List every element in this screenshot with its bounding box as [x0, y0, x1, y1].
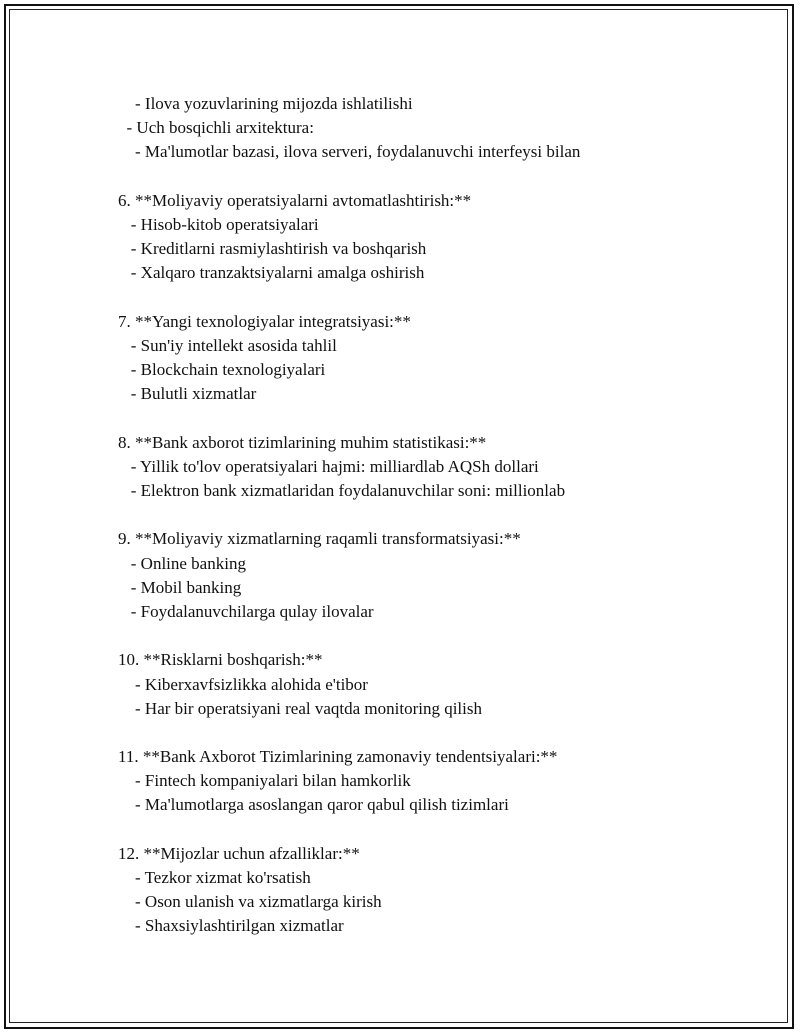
paragraph-gap — [118, 624, 758, 648]
list-item: - Kreditlarni rasmiylashtirish va boshqarish — [118, 239, 427, 259]
list-item: - Bulutli xizmatlar — [118, 384, 257, 404]
section-heading-6: 6. **Moliyaviy operatsiyalarni avtomatlashtirish:** — [118, 190, 472, 210]
list-item: - Ma'lumotlarga asoslangan qaror qabul qilish tizimlari — [118, 795, 509, 815]
intro-line: - Uch bosqichli arxitektura: — [118, 118, 314, 138]
paragraph-gap — [118, 721, 758, 745]
list-item: - Kiberxavfsizlikka alohida e'tibor — [118, 674, 368, 694]
list-item: - Har bir operatsiyani real vaqtda monitoring qilish — [118, 698, 482, 718]
paragraph-gap — [118, 818, 758, 842]
section-heading-12: 12. **Mijozlar uchun afzalliklar:** — [118, 843, 360, 863]
list-item: - Fintech kompaniyalari bilan hamkorlik — [118, 771, 411, 791]
intro-line: - Ma'lumotlar bazasi, ilova serveri, foydalanuvchi interfeysi bilan — [118, 142, 581, 162]
section-heading-11: 11. **Bank Axborot Tizimlarining zamonaviy tendentsiyalari:** — [118, 747, 558, 767]
list-item: - Mobil banking — [118, 577, 242, 597]
list-item: - Shaxsiylashtirilgan xizmatlar — [118, 916, 344, 936]
document-body — [118, 92, 758, 939]
list-item: - Xalqaro tranzaktsiyalarni amalga oshirish — [118, 263, 425, 283]
list-item: - Oson ulanish va xizmatlarga kirish — [118, 892, 382, 912]
list-item: - Sun'iy intellekt asosida tahlil — [118, 335, 337, 355]
paragraph-gap — [118, 165, 758, 189]
list-item: - Hisob-kitob operatsiyalari — [118, 214, 319, 234]
section-heading-10: 10. **Risklarni boshqarish:** — [118, 650, 323, 670]
section-heading-9: 9. **Moliyaviy xizmatlarning raqamli transformatsiyasi:** — [118, 529, 521, 549]
paragraph-gap — [118, 406, 758, 430]
section-heading-8: 8. **Bank axborot tizimlarining muhim statistikasi:** — [118, 432, 487, 452]
intro-line: - Ilova yozuvlarining mijozda ishlatilishi — [118, 94, 413, 113]
list-item: - Yillik to'lov operatsiyalari hajmi: milliardlab AQSh dollari — [118, 456, 539, 476]
section-heading-7: 7. **Yangi texnologiyalar integratsiyasi:** — [118, 311, 411, 331]
list-item: - Foydalanuvchilarga qulay ilovalar — [118, 601, 374, 621]
list-item: - Online banking — [118, 553, 246, 573]
list-item: - Tezkor xizmat ko'rsatish — [118, 868, 311, 887]
paragraph-gap — [118, 503, 758, 527]
list-item: - Elektron bank xizmatlaridan foydalanuvchilar soni: millionlab — [118, 481, 566, 500]
list-item: - Blockchain texnologiyalari — [118, 360, 326, 380]
paragraph-gap — [118, 286, 758, 310]
